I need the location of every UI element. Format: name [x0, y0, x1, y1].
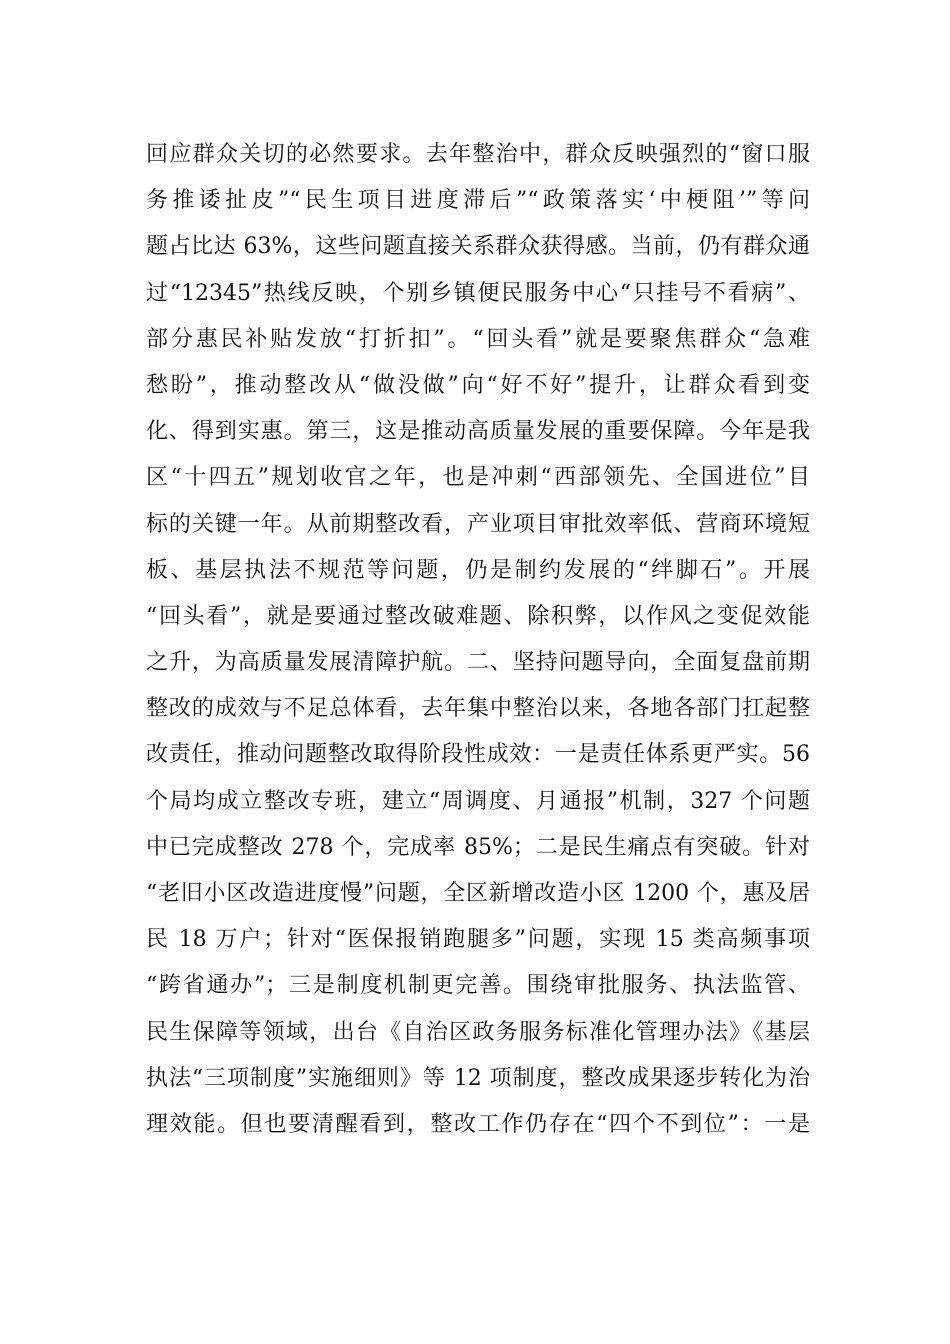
body-line-14: 改责任，推动问题整改取得阶段性成效：一是责任体系更严实。56 — [146, 742, 810, 768]
body-line-22: 理效能。但也要清醒看到，整改工作仍存在“四个不到位”：一是 — [146, 1111, 810, 1137]
body-line-21: 执法“三项制度”实施细则》等 12 项制度，整改成果逐步转化为治 — [146, 1065, 810, 1091]
body-line-1: 回应群众关切的必然要求。去年整治中，群众反映强烈的“窗口服 — [146, 142, 810, 167]
body-line-15: 个局均成立整改专班，建立“周调度、月通报”机制，327 个问题 — [146, 788, 810, 814]
body-line-19: “跨省通办”；三是制度机制更完善。围绕审批服务、执法监管、 — [146, 973, 810, 999]
document-body — [146, 132, 810, 1148]
body-line-3: 题占比达 63%，这些问题直接关系群众获得感。当前，仍有群众通 — [146, 234, 810, 260]
body-line-5: 部分惠民补贴发放“打折扣”。“回头看”就是要聚焦群众“急难 — [146, 326, 810, 352]
body-line-6: 愁盼”，推动整改从“做没做”向“好不好”提升，让群众看到变 — [146, 372, 810, 398]
body-line-16: 中已完成整改 278 个，完成率 85%；二是民生痛点有突破。针对 — [146, 834, 810, 860]
body-line-9: 标的关键一年。从前期整改看，产业项目审批效率低、营商环境短 — [146, 511, 810, 537]
body-line-2: 务推诿扯皮”“民生项目进度滞后”“政策落实‘中梗阻’”等问 — [146, 188, 810, 214]
body-line-20: 民生保障等领域，出台《自治区政务服务标准化管理办法》《基层 — [146, 1019, 810, 1045]
body-line-12: 之升，为高质量发展清障护航。二、坚持问题导向，全面复盘前期 — [146, 650, 810, 676]
body-line-10: 板、基层执法不规范等问题，仍是制约发展的“绊脚石”。开展 — [146, 557, 810, 583]
body-line-18: 民 18 万户；针对“医保报销跑腿多”问题，实现 15 类高频事项 — [146, 927, 810, 953]
body-line-4: 过“12345”热线反映，个别乡镇便民服务中心“只挂号不看病”、 — [146, 280, 810, 306]
body-line-13: 整改的成效与不足总体看，去年集中整治以来，各地各部门扛起整 — [146, 696, 810, 722]
body-line-17: “老旧小区改造进度慢”问题，全区新增改造小区 1200 个，惠及居 — [146, 881, 810, 906]
body-line-7: 化、得到实惠。第三，这是推动高质量发展的重要保障。今年是我 — [146, 419, 810, 445]
body-line-8: 区“十四五”规划收官之年，也是冲刺“西部领先、全国进位”目 — [146, 465, 810, 491]
body-line-11: “回头看”，就是要通过整改破难题、除积弊，以作风之变促效能 — [146, 603, 810, 629]
